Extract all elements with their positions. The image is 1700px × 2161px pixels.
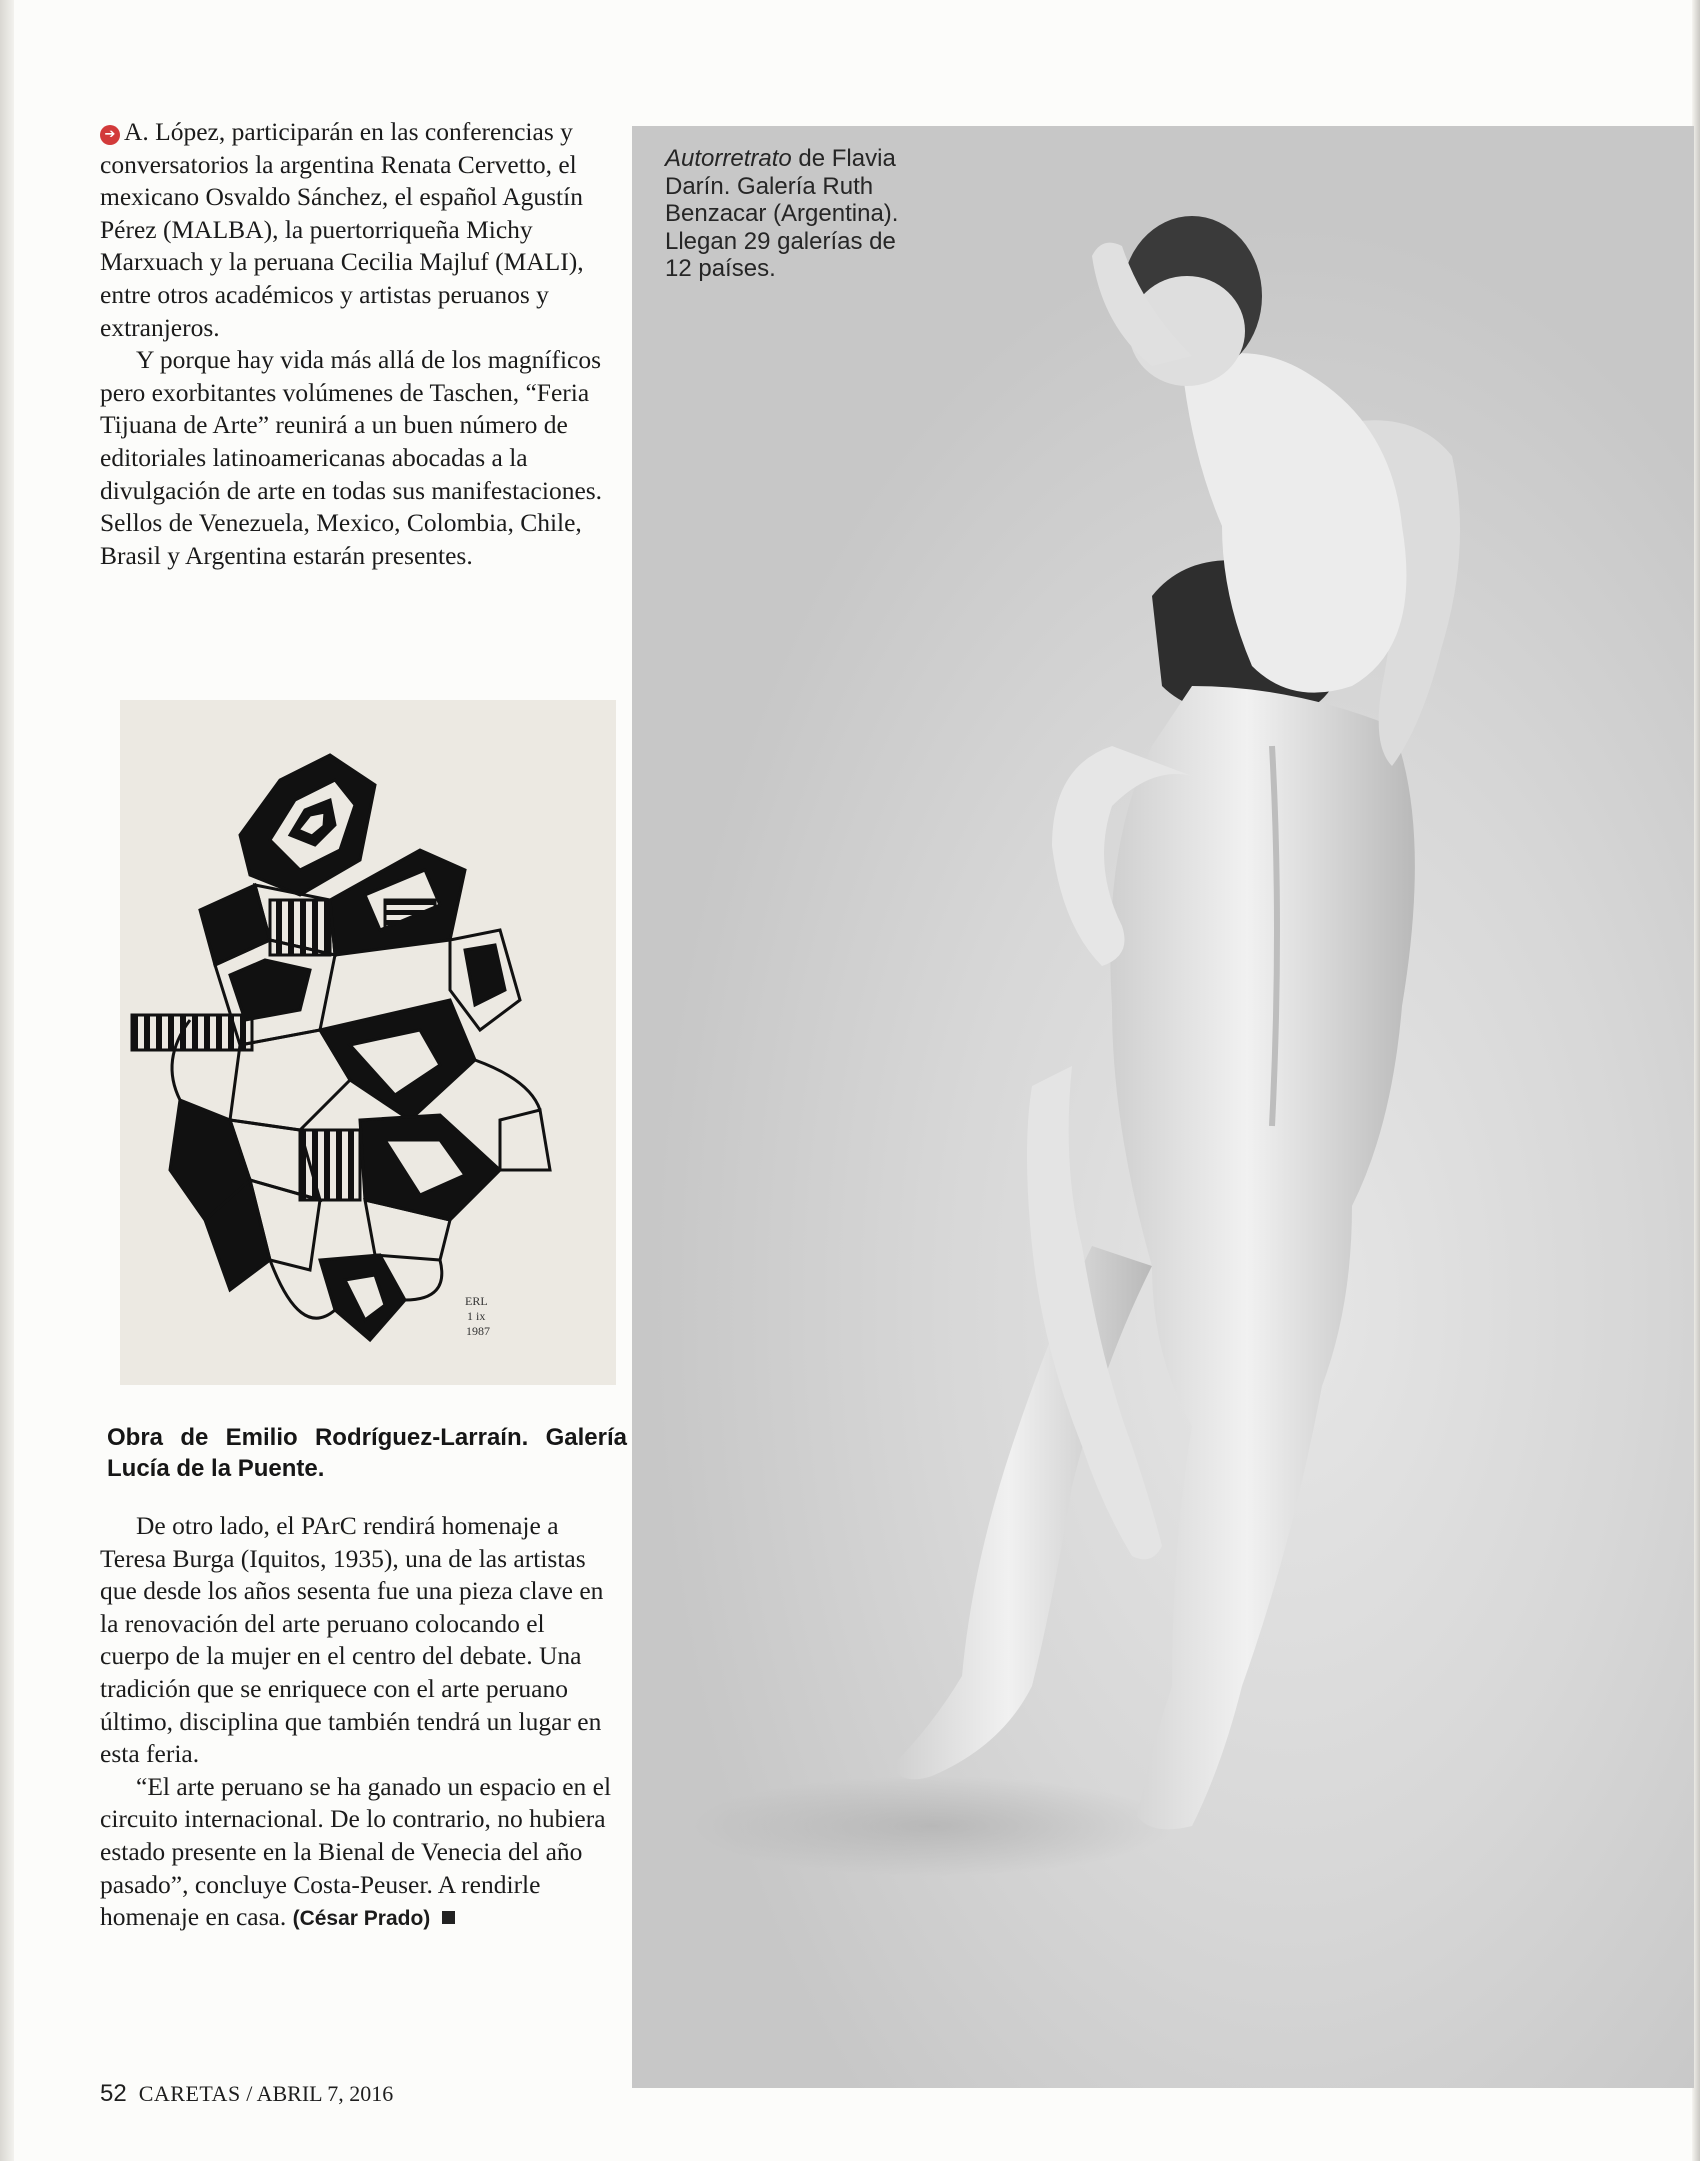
paragraph-3: De otro lado, el PArC rendirá homenaje a Teresa Burga (Iquitos, 1935), una de las artistas que desde los años sesenta fue una pieza clave en la renovación del arte peruano colocando el cuerpo de la mujer en el centro del debate. Una tradición que se enriquece con el arte peruano último, disciplina que también tendrá un lugar en esta feria. [100, 1511, 604, 1769]
page-gutter-shadow [0, 0, 14, 2161]
square-icon [442, 1911, 455, 1924]
page-footer [100, 2080, 393, 2108]
svg-text:1987: 1987 [466, 1324, 490, 1338]
page-number: 52 [100, 2080, 127, 2107]
byline: (César Prado) [292, 1907, 431, 1931]
photo-caption-text: de Flavia Darín. Galería Ruth Benzacar (Argentina). Llegan 29 galerías de 12 países. [665, 145, 899, 282]
svg-text:1 ix: 1 ix [467, 1309, 486, 1323]
paragraph-2: Y porque hay vida más allá de los magníficos pero exorbitantes volúmenes de Taschen, “Feria Tijuana de Arte” reunirá a un buen número de editoriales latinoamericanas abocadas a la divulgación de arte en todas sus manifestaciones. Sellos de Venezuela, Mexico, Colombia, Chile, Brasil y Argentina estarán presentes. [100, 345, 603, 570]
paragraph-4 [100, 1771, 620, 1936]
abstract-artwork-illustration [120, 700, 616, 1385]
artwork-image [120, 700, 616, 1385]
arrow-circle-icon: ➔ [100, 125, 120, 145]
artwork-caption: Obra de Emilio Rodríguez-Larraín. Galería Lucía de la Puente. [107, 1424, 627, 1482]
photo-image [632, 126, 1694, 2088]
paragraph-1-text: A. López, participarán en las conferencias y conversatorios la argentina Renata Cervetto, el mexicano Osvaldo Sánchez, el español Agustín Pérez (MALBA), la puertorriqueña Michy Marxuach y la peruana Cecilia Majluf (MALI), entre otros académicos y artistas peruanos y extranjeros. [100, 117, 584, 342]
paragraph-4-text: “El arte peruano se ha ganado un espacio en el circuito internacional. De lo contrario, no hubiera estado presente en la Bienal de Venecia del año pasado”, concluye Costa-Peuser. A rendirle homenaje en casa. [100, 1771, 612, 1932]
paragraph-1 [100, 116, 620, 344]
article-column-top [100, 116, 620, 572]
issue-date: / ABRIL 7, 2016 [246, 2081, 394, 2106]
article-column-bottom [100, 1510, 620, 1936]
photo-figures-illustration [632, 126, 1694, 2088]
magazine-name: CARETAS [138, 2081, 241, 2106]
signature-mark: ERL [465, 1294, 488, 1308]
photo-caption [665, 145, 905, 283]
photo-caption-title: Autorretrato [665, 145, 792, 172]
